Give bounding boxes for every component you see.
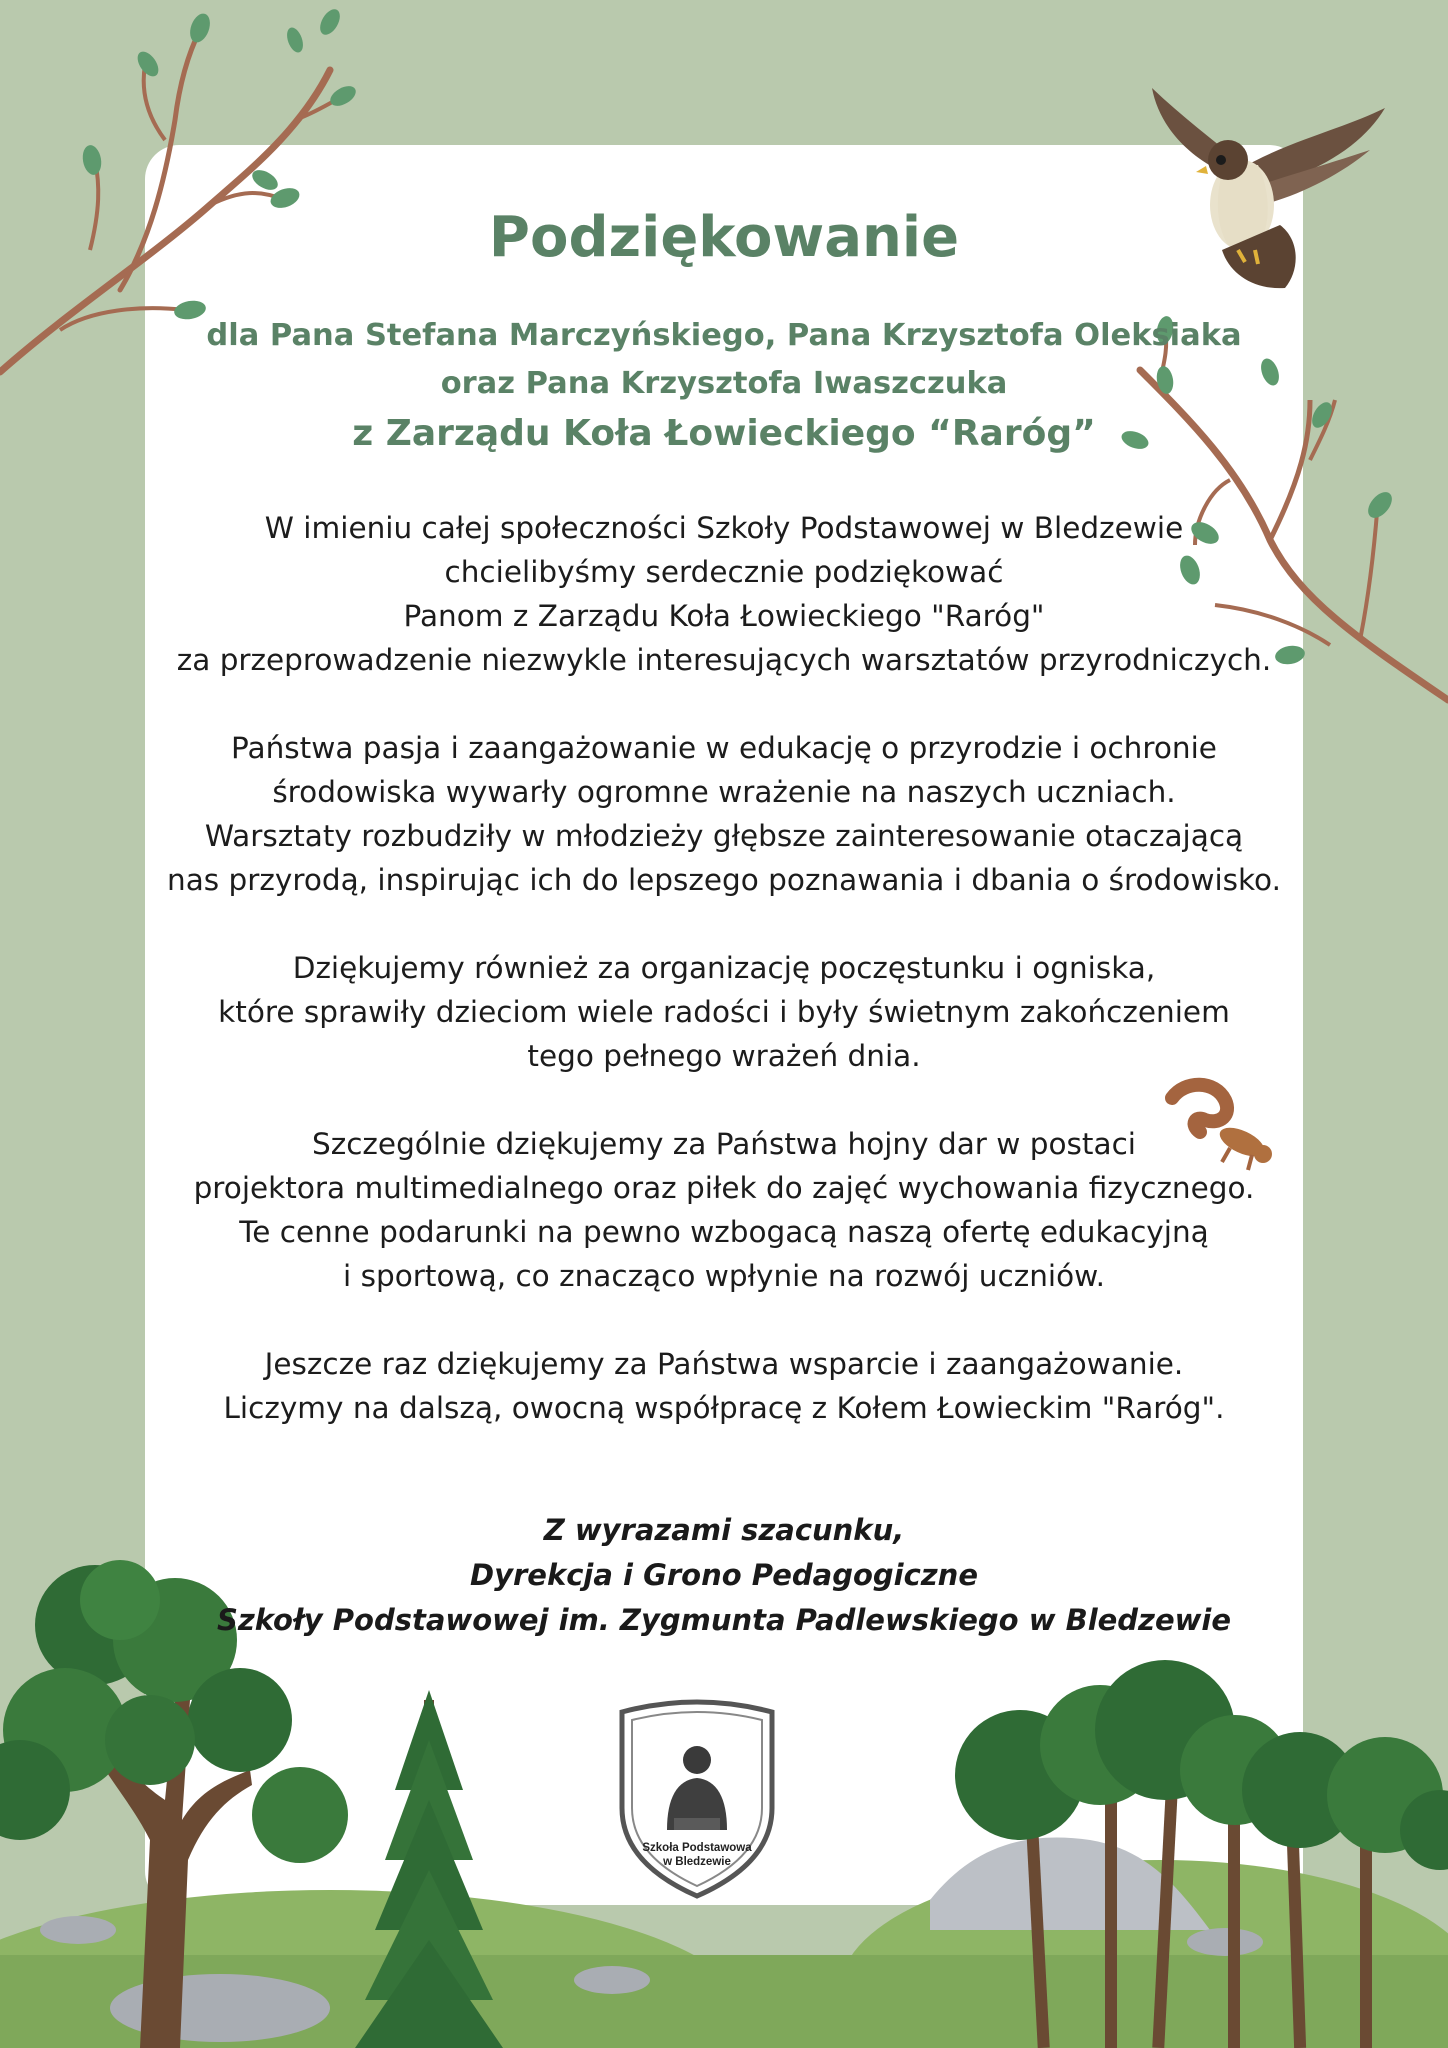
paragraph-line: Państwa pasja i zaangażowanie w edukację o przyrodzie i ochronie: [231, 731, 1217, 765]
paragraph-line: i sportową, co znacząco wpłynie na rozwój uczniów.: [343, 1259, 1105, 1293]
recipients-line-1: dla Pana Stefana Marczyńskiego, Pana Krzysztofa Oleksiaka: [206, 318, 1242, 353]
recipients-line-2: oraz Pana Krzysztofa Iwaszczuka: [440, 366, 1008, 401]
paragraph-line: za przeprowadzenie niezwykle interesujących warsztatów przyrodniczych.: [176, 643, 1272, 677]
school-emblem-icon: [612, 1698, 782, 1900]
paragraph-line: Szczególnie dziękujemy za Państwa hojny dar w postaci: [312, 1127, 1136, 1161]
signature: [0, 1508, 1448, 1643]
paragraph-1: [160, 506, 1288, 682]
paragraph-line: Jeszcze raz dziękujemy za Państwa wsparcie i zaangażowanie.: [264, 1347, 1184, 1381]
paragraph-line: Liczymy na dalszą, owocną współpracę z Kołem Łowieckim "Raróg".: [223, 1391, 1225, 1425]
paragraph-line: projektora multimedialnego oraz piłek do zajęć wychowania fizycznego.: [193, 1171, 1255, 1205]
page-title: Podziękowanie: [488, 205, 960, 270]
paragraph-line: tego pełnego wrażeń dnia.: [527, 1039, 921, 1073]
paragraph-line: środowiska wywarły ogromne wrażenie na naszych uczniach.: [272, 775, 1176, 809]
signature-line-2: Dyrekcja i Grono Pedagogiczne: [470, 1558, 978, 1592]
emblem-text-1: Szkoła Podstawowa: [642, 1842, 752, 1854]
paragraph-line: nas przyrodą, inspirując ich do lepszego poznawania i dbania o środowisko.: [167, 863, 1281, 897]
recipients-line-3: z Zarządu Koła Łowieckiego “Raróg”: [352, 413, 1096, 454]
paragraph-5: [160, 1342, 1288, 1430]
paragraph-line: W imieniu całej społeczności Szkoły Podstawowej w Bledzewie: [264, 511, 1184, 545]
paragraph-3: [160, 946, 1288, 1078]
paragraph-line: Panom z Zarządu Koła Łowieckiego "Raróg": [403, 599, 1045, 633]
signature-line-3: Szkoły Podstawowej im. Zygmunta Padlewskiego w Bledzewie: [216, 1603, 1232, 1637]
spruce-icon: [355, 1690, 503, 2048]
paragraph-line: które sprawiły dzieciom wiele radości i były świetnym zakończeniem: [218, 995, 1230, 1029]
letter-body: [160, 506, 1288, 1474]
paragraph-line: Te cenne podarunki na pewno wzbogacą naszą ofertę edukacyjną: [239, 1215, 1209, 1249]
paragraph-4: [160, 1122, 1288, 1298]
paragraph-line: chcielibyśmy serdecznie podziękować: [444, 555, 1004, 589]
paragraph-2: [160, 726, 1288, 902]
signature-line-1: Z wyrazami szacunku,: [543, 1513, 905, 1547]
paragraph-line: Dziękujemy również za organizację poczęstunku i ogniska,: [292, 951, 1156, 985]
emblem-text-2: w Bledzewie: [663, 1856, 731, 1868]
paragraph-line: Warsztaty rozbudziły w młodzieży głębsze zainteresowanie otaczającą: [204, 819, 1244, 853]
